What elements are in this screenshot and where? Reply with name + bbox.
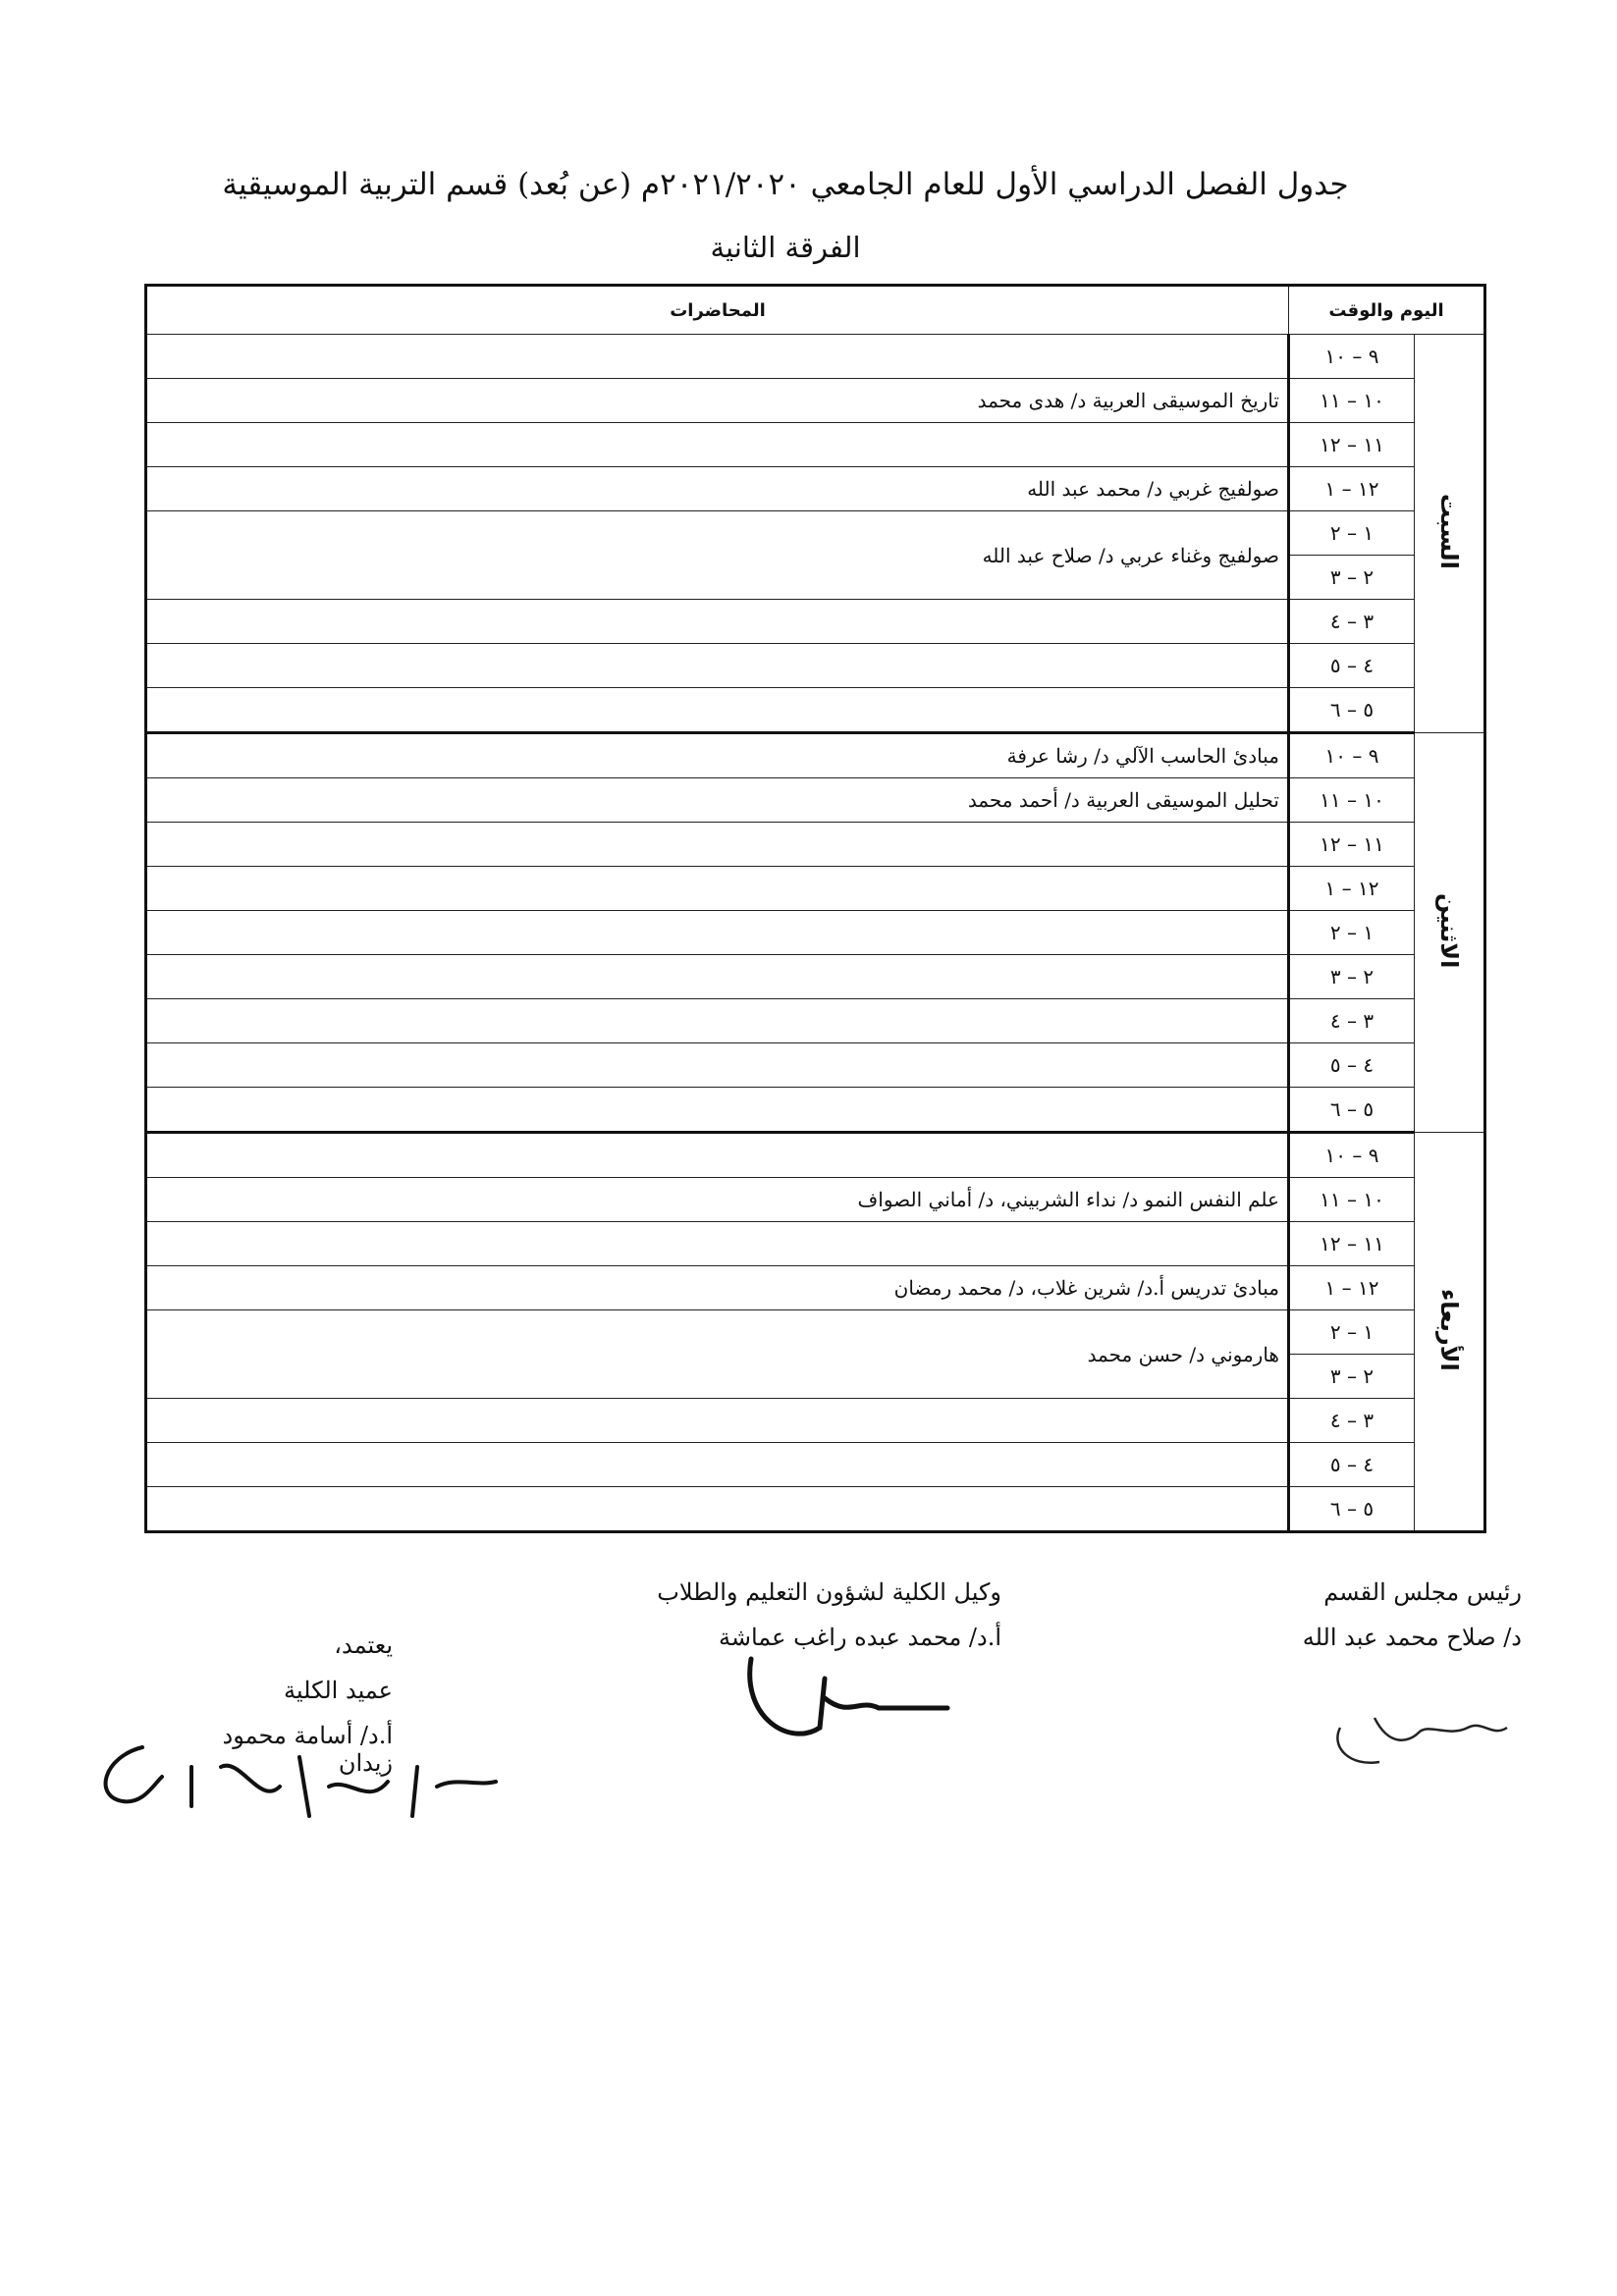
lecture-cell [146, 1487, 1289, 1532]
schedule-row [146, 511, 1485, 556]
time-slot: ١ – ٢ [1288, 511, 1414, 556]
time-slot: ١٢ – ١ [1288, 867, 1414, 911]
time-slot: ٤ – ٥ [1288, 1043, 1414, 1088]
table-header-row [146, 286, 1485, 335]
time-slot: ٣ – ٤ [1288, 1399, 1414, 1443]
schedule-row [146, 911, 1485, 955]
time-slot: ٤ – ٥ [1288, 1443, 1414, 1487]
lecture-cell: صولفيج غربي د/ محمد عبد الله [146, 467, 1289, 511]
lecture-cell [146, 1088, 1289, 1133]
lecture-cell [146, 423, 1289, 467]
time-slot: ١١ – ١٢ [1288, 423, 1414, 467]
schedule-row [146, 335, 1485, 379]
vice-dean-name: أ.د/ محمد عبده راغب عماشة [719, 1624, 1001, 1651]
time-slot: ١ – ٢ [1288, 911, 1414, 955]
lecture-cell: مبادئ الحاسب الآلي د/ رشا عرفة [146, 733, 1289, 778]
schedule-row [146, 1399, 1485, 1443]
schedule-row [146, 423, 1485, 467]
lecture-cell [146, 999, 1289, 1043]
schedule-subtitle: الفرقة الثانية [710, 231, 861, 264]
schedule-row [146, 1487, 1485, 1532]
header-day-time: اليوم والوقت [1288, 286, 1484, 335]
schedule-row [146, 823, 1485, 867]
lecture-cell: صولفيج وغناء عربي د/ صلاح عبد الله [146, 511, 1289, 600]
schedule-row [146, 1266, 1485, 1310]
lecture-cell: مبادئ تدريس أ.د/ شرين غلاب، د/ محمد رمضان [146, 1266, 1289, 1310]
schedule-row [146, 600, 1485, 644]
time-slot: ٢ – ٣ [1288, 1355, 1414, 1399]
lecture-cell [146, 867, 1289, 911]
lecture-cell [146, 911, 1289, 955]
lecture-cell [146, 335, 1289, 379]
schedule-row [146, 1178, 1485, 1222]
day-cell [1415, 733, 1485, 1133]
day-cell [1415, 1133, 1485, 1532]
approve-label: يعتمد، [334, 1631, 393, 1659]
schedule-row [146, 999, 1485, 1043]
lecture-cell [146, 600, 1289, 644]
time-slot: ٣ – ٤ [1288, 999, 1414, 1043]
schedule-row [146, 1443, 1485, 1487]
time-slot: ١١ – ١٢ [1288, 1222, 1414, 1266]
dean-title: عميد الكلية [284, 1677, 393, 1704]
lecture-cell: تاريخ الموسيقى العربية د/ هدى محمد [146, 379, 1289, 423]
lecture-cell [146, 823, 1289, 867]
lecture-cell [146, 1443, 1289, 1487]
time-slot: ١٠ – ١١ [1288, 379, 1414, 423]
time-slot: ١٠ – ١١ [1288, 1178, 1414, 1222]
dept-head-block [1208, 1578, 1522, 1669]
time-slot: ٣ – ٤ [1288, 600, 1414, 644]
time-slot: ٩ – ١٠ [1288, 1133, 1414, 1178]
schedule-row [146, 1088, 1485, 1133]
lecture-cell [146, 688, 1289, 733]
time-slot: ٤ – ٥ [1288, 644, 1414, 688]
header-lectures: المحاضرات [146, 286, 1289, 335]
day-name: السبت [1435, 494, 1463, 569]
lecture-cell [146, 955, 1289, 999]
lecture-cell [146, 1399, 1289, 1443]
time-slot: ٩ – ١٠ [1288, 733, 1414, 778]
time-slot: ٥ – ٦ [1288, 1487, 1414, 1532]
dept-head-signature-image [1321, 1688, 1517, 1777]
lecture-cell [146, 1133, 1289, 1178]
schedule-row [146, 1133, 1485, 1178]
lecture-cell [146, 1222, 1289, 1266]
dept-head-name: د/ صلاح محمد عبد الله [1302, 1624, 1522, 1651]
time-slot: ٩ – ١٠ [1288, 335, 1414, 379]
time-slot: ٥ – ٦ [1288, 1088, 1414, 1133]
lecture-cell: علم النفس النمو د/ نداء الشربيني، د/ أماني الصواف [146, 1178, 1289, 1222]
schedule-row [146, 467, 1485, 511]
lecture-cell: تحليل الموسيقى العربية د/ أحمد محمد [146, 778, 1289, 823]
time-slot: ٢ – ٣ [1288, 556, 1414, 600]
time-slot: ٥ – ٦ [1288, 688, 1414, 733]
day-name: الأربعاء [1435, 1288, 1463, 1371]
day-name: الاثنين [1435, 892, 1463, 969]
time-slot: ١٢ – ١ [1288, 467, 1414, 511]
vice-dean-title: وكيل الكلية لشؤون التعليم والطلاب [657, 1578, 1001, 1606]
dept-head-title: رئيس مجلس القسم [1323, 1578, 1522, 1606]
time-slot: ٢ – ٣ [1288, 955, 1414, 999]
vice-dean-signature-image [731, 1639, 957, 1757]
schedule-row [146, 644, 1485, 688]
schedule-row [146, 1222, 1485, 1266]
lecture-cell: هارموني د/ حسن محمد [146, 1310, 1289, 1399]
dean-signature-image [83, 1728, 515, 1845]
schedule-row [146, 688, 1485, 733]
schedule-table [144, 284, 1486, 1533]
schedule-title: جدول الفصل الدراسي الأول للعام الجامعي ٢٠٢١/٢٠٢٠م (عن بُعد) قسم التربية الموسيقية [222, 167, 1349, 202]
schedule-row [146, 733, 1485, 778]
schedule-row [146, 1043, 1485, 1088]
time-slot: ١ – ٢ [1288, 1310, 1414, 1355]
schedule-row [146, 778, 1485, 823]
schedule-row [146, 955, 1485, 999]
lecture-cell [146, 644, 1289, 688]
dean-name: أ.د/ أسامة محمود زيدان [222, 1722, 393, 1777]
schedule-body [146, 335, 1485, 1532]
time-slot: ١٢ – ١ [1288, 1266, 1414, 1310]
day-cell [1415, 335, 1485, 733]
lecture-cell [146, 1043, 1289, 1088]
time-slot: ١١ – ١٢ [1288, 823, 1414, 867]
schedule-row [146, 867, 1485, 911]
schedule-row [146, 379, 1485, 423]
schedule-row [146, 1310, 1485, 1355]
time-slot: ١٠ – ١١ [1288, 778, 1414, 823]
